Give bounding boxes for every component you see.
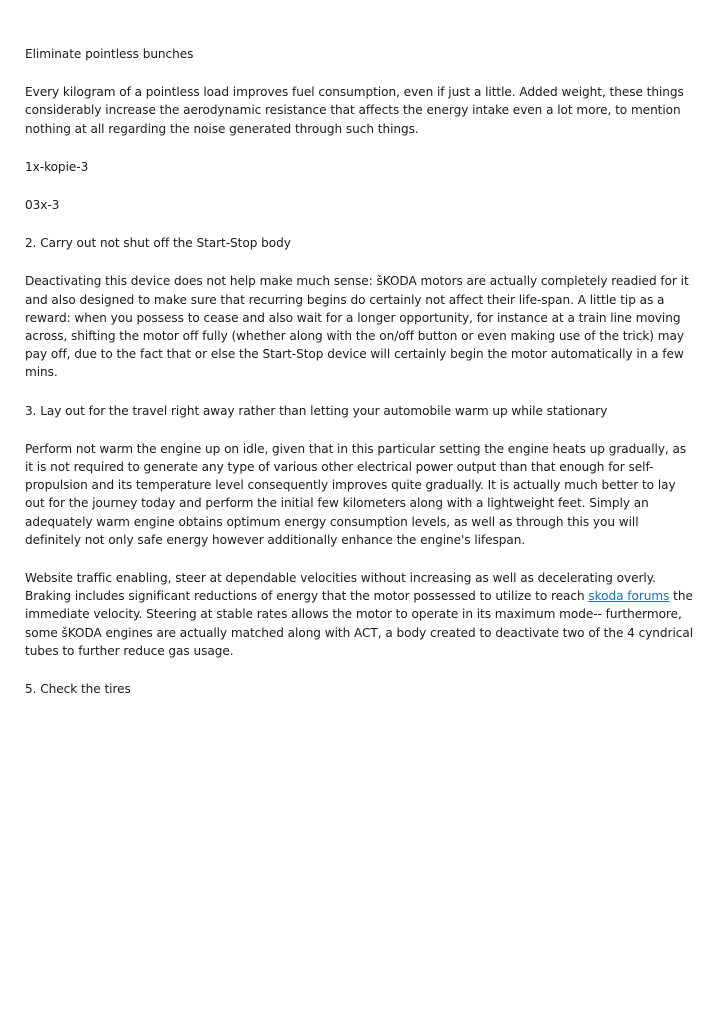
image-caption-2: 03x-3 <box>25 198 60 213</box>
paragraph-weight: Every kilogram of a pointless load improves fuel consumption, even if just a little. Added weight, these things considerably increase the aerodynamic resistance that affects the energy intake even a lot more, to mention nothing at all regarding the noise generated through such things. <box>25 85 684 136</box>
paragraph-warm-up: Perform not warm the engine up on idle, given that in this particular setting the engine heats up gradually, as it is not required to generate any type of various other electrical power output than that enough for self-propulsion and its temperature level consequently improves quite gradually. It is actually much better to lay out for the journey today and perform the initial few kilometers along with a lightweight feet. Simply an adequately warm engine obtains optimum energy consumption levels, as well as through this you will definitely not only safe energy however additionally enhance the engine's lifespan. <box>25 441 687 547</box>
paragraph-steady-speed <box>25 569 694 660</box>
section-heading-warm-up: 3. Lay out for the travel right away rather than letting your automobile warm up while stationary <box>25 403 608 418</box>
skoda-forums-link[interactable]: skoda forums <box>588 589 670 604</box>
paragraph-steady-speed-text-after: the immediate velocity. Steering at stable rates allows the motor to operate in its maximum mode-- furthermore, some šKODA engines are actually matched along with ACT, a body created to deactivate two of the 4 cyndrical tubes to further reduce gas usage. <box>25 589 694 658</box>
paragraph-start-stop: Deactivating this device does not help make much sense: šKODA motors are actually completely readied for it and also designed to make sure that recurring begins do certainly not affect their life-span. A little tip as a reward: when you possess to cease and also wait for a longer opportunity, for instance at a train line moving across, shifting the motor off fully (whether along with the on/off button or even making use of the trick) may pay off, due to the fact that or else the Start-Stop device will certainly begin the motor automatically in a few mins. <box>25 274 689 380</box>
image-caption-1: 1x-kopie-3 <box>25 159 89 174</box>
paragraph-steady-speed-text-before: Website traffic enabling, steer at dependable velocities without increasing as well as decelerating overly. Braking includes significant reductions of energy that the motor possessed to utilize to reach <box>25 571 656 604</box>
section-heading-tires: 5. Check the tires <box>25 682 131 697</box>
section-heading-eliminate-loads: Eliminate pointless bunches <box>25 47 194 61</box>
section-heading-start-stop: 2. Carry out not shut off the Start-Stop body <box>25 236 291 251</box>
